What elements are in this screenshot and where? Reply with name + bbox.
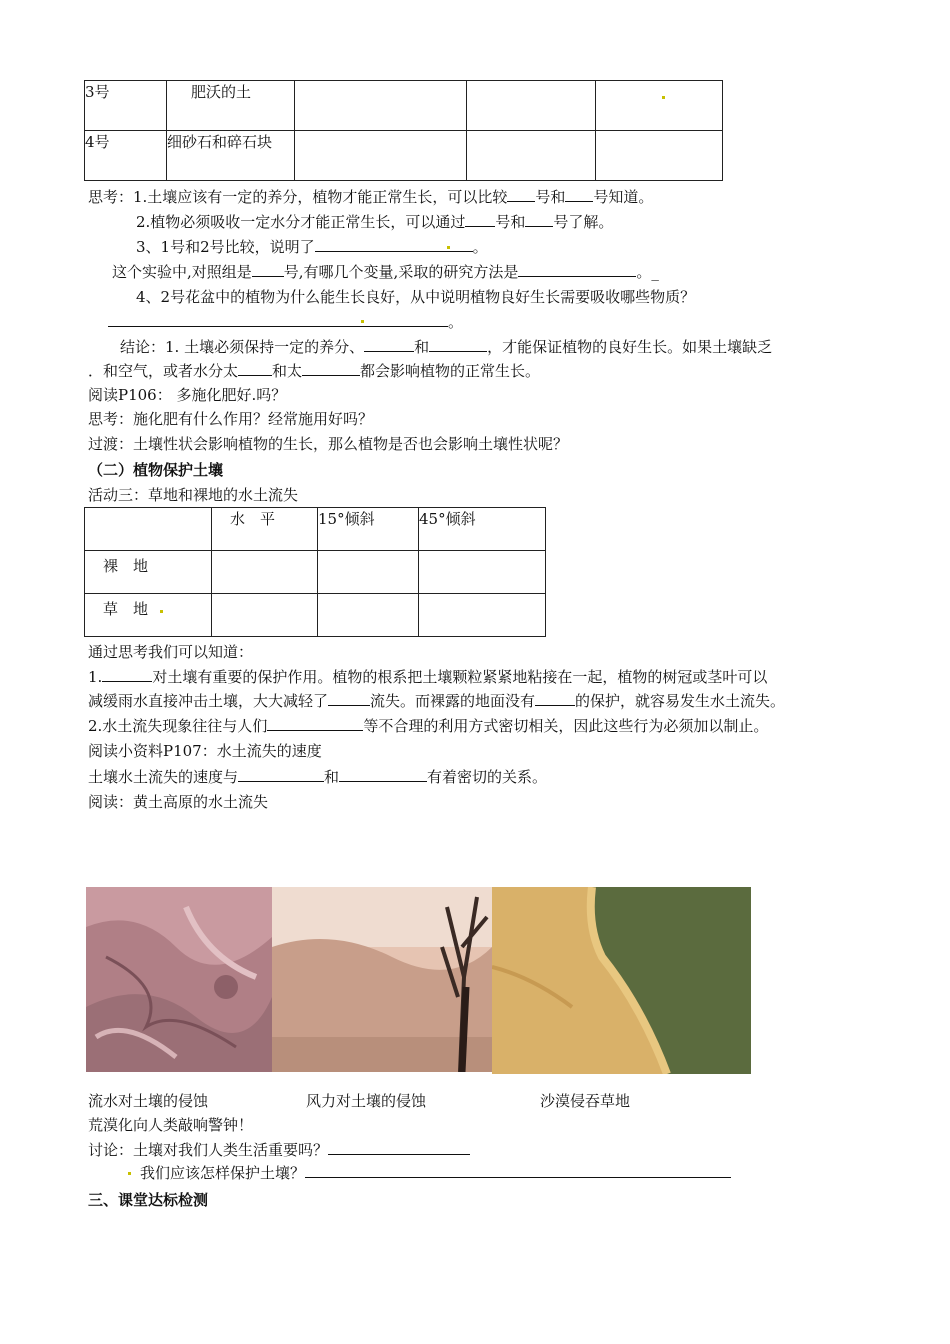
- table-cell: 4号: [85, 131, 167, 181]
- conclusion-line2: ．和空气，或者水分太 和太 都会影响植物的正常生长。: [88, 362, 541, 380]
- know-intro: 通过思考我们可以知道：: [88, 643, 254, 661]
- answer-blank[interactable]: [565, 187, 593, 202]
- table-header: 水 平: [212, 508, 318, 551]
- table-cell: 3号: [85, 81, 167, 131]
- table-cell: [596, 81, 723, 131]
- table-cell: [212, 594, 318, 637]
- speck-mark: [361, 320, 364, 323]
- answer-blank[interactable]: [315, 237, 473, 252]
- speed-line: 土壤水土流失的速度与 和 有着密切的关系。: [88, 768, 548, 786]
- answer-blank[interactable]: [108, 312, 448, 327]
- answer-blank[interactable]: [102, 667, 152, 682]
- answer-blank[interactable]: [535, 691, 575, 706]
- table-cell: [295, 131, 467, 181]
- answer-blank[interactable]: [302, 361, 360, 376]
- think-q2: 2.植物必须吸收一定水分才能正常生长，可以通过 号和 号了解。: [136, 213, 614, 231]
- table-header: 45°倾斜: [419, 508, 546, 551]
- answer-blank[interactable]: [328, 1140, 470, 1155]
- think-q5: 4、2号花盆中的植物为什么能生长良好，从中说明植物良好生长需要吸收哪些物质？: [136, 288, 696, 306]
- think-q5-answer: 。: [108, 312, 463, 332]
- discuss-line2: 我们应该怎样保护土壤？: [140, 1163, 731, 1183]
- answer-blank[interactable]: [518, 262, 636, 277]
- table-cell: [467, 81, 596, 131]
- know2-line: 2.水土流失现象往往与人们 等不合理的利用方式密切相关，因此这些行为必须加以制止。: [88, 717, 769, 735]
- answer-blank[interactable]: [238, 767, 324, 782]
- know1-line1: 1. 对土壤有重要的保护作用。植物的根系把土壤颗粒紧紧地粘接在一起，植物的树冠或茎叶可以: [88, 668, 768, 686]
- speck-mark: [160, 610, 163, 613]
- know1-line2: 减缓雨水直接冲击土壤，大大减轻了 流失。而裸露的地面没有 的保护，就容易发生水土流失。: [88, 692, 786, 710]
- caption-desert: 沙漠侵吞草地: [540, 1092, 631, 1110]
- answer-blank[interactable]: [465, 212, 495, 227]
- answer-blank[interactable]: [267, 716, 363, 731]
- erosion-table: [84, 507, 546, 637]
- table-cell: [596, 131, 723, 181]
- answer-blank[interactable]: [339, 767, 427, 782]
- answer-blank[interactable]: [364, 337, 414, 352]
- table-cell: [295, 81, 467, 131]
- table-row-label: 草 地: [85, 594, 212, 637]
- discuss-line1: 讨论：土壤对我们人类生活重要吗？: [88, 1140, 470, 1160]
- water-erosion-photo: [86, 887, 272, 1072]
- soil-table: [84, 80, 723, 181]
- wind-erosion-photo: [272, 887, 492, 1072]
- warning-text: 荒漠化向人类敲响警钟！: [88, 1116, 254, 1134]
- table-cell: [467, 131, 596, 181]
- activity-title: 活动三：草地和裸地的水土流失: [88, 486, 299, 504]
- answer-blank[interactable]: [238, 361, 272, 376]
- table-cell: 细砂石和碎石块: [167, 131, 295, 181]
- think-q3: 3、1号和2号比较，说明了 。: [136, 238, 488, 256]
- table-header: 15°倾斜: [318, 508, 419, 551]
- caption-water: 流水对土壤的侵蚀: [88, 1092, 209, 1110]
- read-p106: 阅读P106： 多施化肥好.吗？: [88, 386, 287, 404]
- answer-blank[interactable]: [429, 337, 487, 352]
- section-title: 三、课堂达标检测: [88, 1191, 209, 1209]
- table-cell: [318, 551, 419, 594]
- speck-mark: [128, 1172, 131, 1175]
- answer-blank[interactable]: [507, 187, 535, 202]
- table-cell: [419, 551, 546, 594]
- speck-mark: [447, 246, 450, 249]
- section-title: （二）植物保护土壤: [88, 461, 224, 479]
- speck-mark: [662, 96, 665, 99]
- read-loess: 阅读：黄土高原的水土流失: [88, 793, 269, 811]
- answer-blank[interactable]: [328, 691, 370, 706]
- think-q1: 思考：1.土壤应该有一定的养分，植物才能正常生长，可以比较 号和 号知道。: [88, 188, 654, 206]
- conclusion-line1: 结论：1. 土壤必须保持一定的养分、 和 ，才能保证植物的良好生长。如果土壤缺乏: [120, 338, 773, 356]
- table-cell: 肥沃的土: [167, 81, 295, 131]
- think-q4: 这个实验中,对照组是 号,有哪几个变量,采取的研究方法是 。_: [112, 263, 659, 281]
- table-cell: [318, 594, 419, 637]
- answer-blank[interactable]: [305, 1163, 731, 1178]
- caption-wind: 风力对土壤的侵蚀: [306, 1092, 427, 1110]
- table-cell: [419, 594, 546, 637]
- table-cell: [85, 508, 212, 551]
- desert-grassland-photo: [492, 887, 751, 1074]
- table-row-label: 裸 地: [85, 551, 212, 594]
- answer-blank[interactable]: [252, 262, 284, 277]
- transition-text: 过渡：土壤性状会影响植物的生长，那么植物是否也会影响土壤性状呢？: [88, 435, 569, 453]
- table-cell: [212, 551, 318, 594]
- answer-blank[interactable]: [525, 212, 553, 227]
- read-p107: 阅读小资料P107：水土流失的速度: [88, 742, 322, 760]
- think-fertilizer: 思考：施化肥有什么作用？经常施用好吗？: [88, 410, 374, 428]
